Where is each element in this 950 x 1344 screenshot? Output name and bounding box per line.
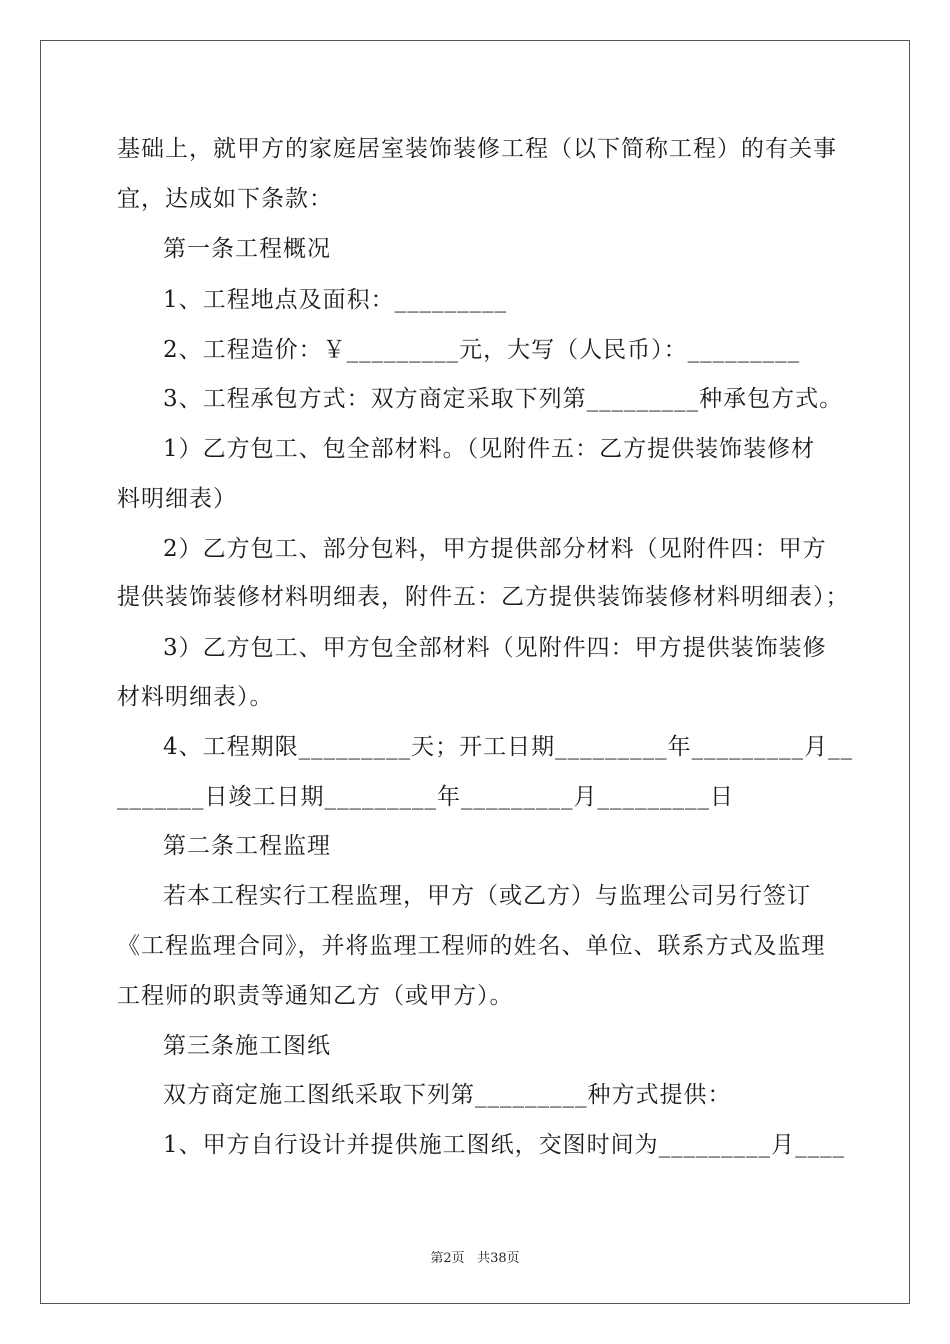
body-line: 1、工程地点及面积：_________: [163, 287, 508, 313]
section-heading: 第二条工程监理: [163, 833, 331, 859]
body-line: 双方商定施工图纸采取下列第_________种方式提供：: [163, 1082, 732, 1108]
body-line: _______日竣工日期_________年_________月_________日: [117, 784, 734, 810]
body-line: 宜，达成如下条款：: [117, 186, 333, 212]
body-line: 1、甲方自行设计并提供施工图纸，交图时间为_________月____: [163, 1132, 846, 1158]
body-line: 2）乙方包工、部分包料，甲方提供部分材料（见附件四：甲方: [163, 536, 827, 562]
body-line: 《工程监理合同》，并将监理工程师的姓名、单位、联系方式及监理: [117, 933, 826, 959]
body-line: 材料明细表）。: [117, 684, 274, 710]
body-line: 工程师的职责等通知乙方（或甲方）。: [117, 983, 514, 1009]
body-line: 1）乙方包工、包全部材料。（见附件五：乙方提供装饰装修材: [163, 436, 816, 462]
body-line: 3、工程承包方式：双方商定采取下列第_________种承包方式。: [163, 386, 844, 412]
body-line: 3）乙方包工、甲方包全部材料（见附件四：甲方提供装饰装修: [163, 635, 827, 661]
page-border: [40, 40, 910, 1304]
body-line: 2、工程造价：￥_________元，大写（人民币）：_________: [163, 337, 801, 363]
body-line: 料明细表）: [117, 486, 237, 512]
body-line: 若本工程实行工程监理，甲方（或乙方）与监理公司另行签订: [163, 883, 811, 909]
section-heading: 第一条工程概况: [163, 236, 331, 262]
page-number: 第2页: [430, 1251, 465, 1266]
body-line: 基础上，就甲方的家庭居室装饰装修工程（以下简称工程）的有关事: [117, 136, 837, 162]
section-heading: 第三条施工图纸: [163, 1033, 331, 1059]
body-line: 4、工程期限_________天；开工日期_________年_________月__: [163, 734, 854, 760]
page-total: 共38页: [477, 1251, 520, 1266]
body-line: 提供装饰装修材料明细表，附件五：乙方提供装饰装修材料明细表）；: [117, 584, 850, 610]
page-footer: [0, 1247, 950, 1266]
